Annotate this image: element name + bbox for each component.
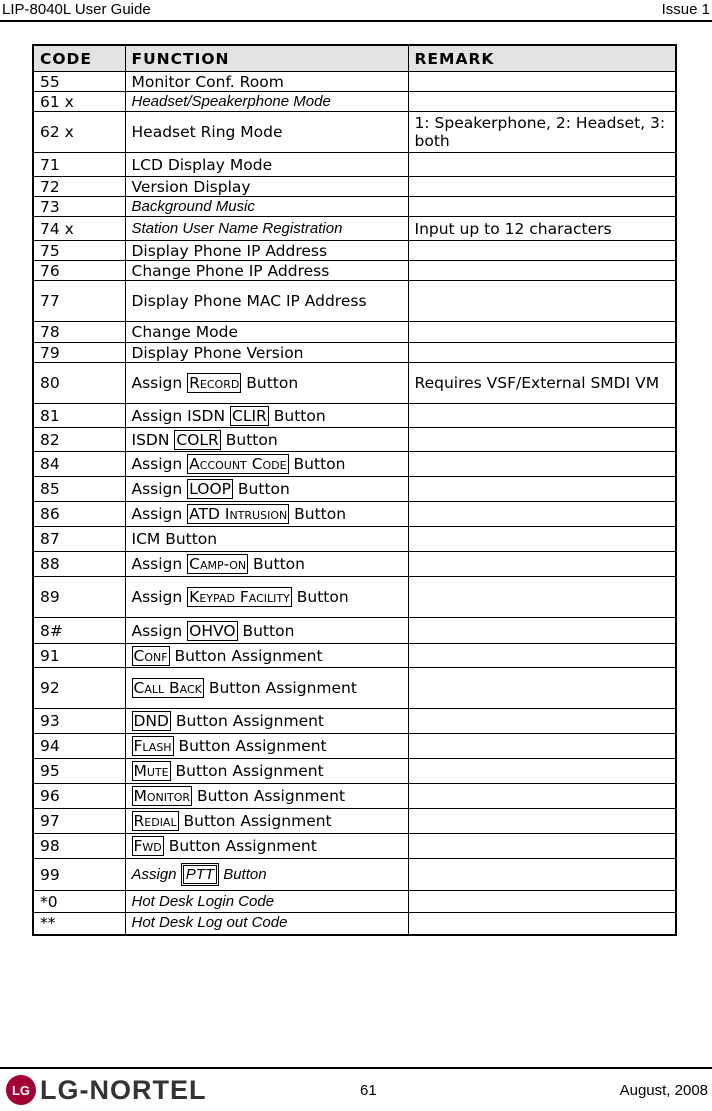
function-text: Assign	[131, 555, 188, 573]
table-row	[33, 428, 676, 452]
code-cell: 61 x	[33, 92, 125, 112]
code-cell: 94	[33, 734, 125, 759]
code-cell: 98	[33, 834, 125, 859]
table-row	[33, 644, 676, 668]
function-cell	[125, 618, 408, 644]
function-text: Display Phone MAC IP Address	[131, 292, 367, 310]
function-text: Hot Desk Login Code	[131, 892, 275, 910]
function-text: Assign	[131, 374, 188, 392]
code-cell: 62 x	[33, 112, 125, 153]
table-row	[33, 452, 676, 477]
function-cell	[125, 784, 408, 809]
function-text-suffix: Button	[233, 480, 290, 498]
function-cell	[125, 859, 408, 891]
remark-cell	[408, 343, 676, 363]
remark-cell	[408, 452, 676, 477]
code-cell: 85	[33, 477, 125, 502]
function-cell	[125, 281, 408, 322]
function-text: Assign ISDN	[131, 406, 231, 425]
function-text: Assign	[131, 865, 181, 883]
function-text: Display Phone Version	[131, 343, 304, 362]
table-row	[33, 197, 676, 217]
function-text: Assign	[131, 505, 188, 523]
key-label: Record	[189, 374, 240, 392]
key-label: LOOP	[189, 480, 231, 498]
code-cell: *0	[33, 891, 125, 913]
function-text-suffix: Button	[289, 505, 347, 523]
table-row	[33, 891, 676, 913]
remark-cell	[408, 153, 676, 177]
remark-cell	[408, 784, 676, 809]
function-text: LCD Display Mode	[131, 155, 273, 174]
table-row	[33, 618, 676, 644]
function-text-suffix: Button Assignment	[163, 837, 317, 855]
table-row	[33, 477, 676, 502]
function-text-suffix: Button	[291, 588, 349, 606]
key-label: CLIR	[232, 406, 267, 425]
function-text: ISDN	[131, 430, 175, 449]
code-cell: 76	[33, 261, 125, 281]
remark-cell	[408, 241, 676, 261]
key-label: DND	[133, 712, 169, 730]
function-cell	[125, 197, 408, 217]
code-cell: 72	[33, 177, 125, 197]
code-cell: 91	[33, 644, 125, 668]
table-row	[33, 177, 676, 197]
function-cell	[125, 177, 408, 197]
function-cell	[125, 502, 408, 527]
function-text-suffix: Button	[219, 865, 267, 883]
code-cell: 73	[33, 197, 125, 217]
function-text: Change Phone IP Address	[131, 261, 330, 280]
function-text-suffix: Button Assignment	[173, 737, 327, 755]
function-text-suffix: Button Assignment	[169, 646, 323, 665]
remark-cell	[408, 834, 676, 859]
code-cell: 82	[33, 428, 125, 452]
code-cell: 95	[33, 759, 125, 784]
code-cell: 75	[33, 241, 125, 261]
remark-cell: Requires VSF/External SMDI VM	[408, 363, 676, 404]
remark-cell	[408, 477, 676, 502]
remark-cell	[408, 281, 676, 322]
page-number: 61	[360, 1082, 377, 1099]
table-row	[33, 784, 676, 809]
function-cell	[125, 809, 408, 834]
code-cell: 89	[33, 577, 125, 618]
function-text-suffix: Button	[288, 455, 346, 473]
code-cell: 84	[33, 452, 125, 477]
function-text-suffix: Button Assignment	[170, 712, 325, 730]
code-cell: 87	[33, 527, 125, 552]
table-row	[33, 668, 676, 709]
function-text: Background Music	[131, 197, 255, 215]
code-cell: 79	[33, 343, 125, 363]
footer-date: August, 2008	[619, 1082, 708, 1099]
function-cell	[125, 913, 408, 935]
key-label: Camp-on	[189, 555, 247, 573]
table-row	[33, 153, 676, 177]
remark-cell	[408, 618, 676, 644]
function-cell	[125, 322, 408, 343]
function-text-suffix: Button	[220, 430, 278, 449]
remark-cell	[408, 197, 676, 217]
function-cell	[125, 261, 408, 281]
function-text: Assign	[131, 621, 188, 640]
key-label: Redial	[133, 812, 177, 830]
key-label: Conf	[133, 646, 168, 665]
remark-cell	[408, 759, 676, 784]
table-row	[33, 322, 676, 343]
code-cell: 92	[33, 668, 125, 709]
key-label: Mute	[133, 762, 169, 780]
table-row	[33, 217, 676, 241]
function-text-suffix: Button Assignment	[170, 762, 324, 780]
function-cell	[125, 552, 408, 577]
function-cell	[125, 891, 408, 913]
column-header-remark: REMARK	[408, 45, 676, 72]
code-cell: 88	[33, 552, 125, 577]
table-row	[33, 72, 676, 92]
key-label: PTT	[181, 863, 219, 886]
table-row	[33, 241, 676, 261]
table-row	[33, 834, 676, 859]
code-cell: 96	[33, 784, 125, 809]
function-text: Hot Desk Log out Code	[131, 914, 288, 932]
function-cell	[125, 217, 408, 241]
table-row	[33, 281, 676, 322]
remark-cell: Input up to 12 characters	[408, 217, 676, 241]
function-cell	[125, 452, 408, 477]
code-cell: 78	[33, 322, 125, 343]
function-cell	[125, 477, 408, 502]
code-cell: 99	[33, 859, 125, 891]
table-row	[33, 363, 676, 404]
function-text: Version Display	[131, 177, 251, 196]
remark-cell	[408, 913, 676, 935]
key-label: OHVO	[189, 621, 236, 640]
function-cell	[125, 709, 408, 734]
function-cell	[125, 668, 408, 709]
table-row	[33, 577, 676, 618]
code-cell: 77	[33, 281, 125, 322]
key-label: Flash	[133, 737, 172, 755]
function-cell	[125, 363, 408, 404]
table-row	[33, 809, 676, 834]
code-cell: 93	[33, 709, 125, 734]
function-cell	[125, 92, 408, 112]
function-cell	[125, 759, 408, 784]
table-row	[33, 502, 676, 527]
function-text-suffix: Button	[237, 621, 295, 640]
function-text-suffix: Button Assignment	[192, 787, 346, 805]
column-header-function: FUNCTION	[125, 45, 408, 72]
key-label: ATD Intrusion	[189, 505, 288, 523]
brand-name: LG-NORTEL	[40, 1074, 207, 1105]
code-cell: **	[33, 913, 125, 935]
code-cell: 8#	[33, 618, 125, 644]
function-cell	[125, 527, 408, 552]
function-text-suffix: Button	[248, 555, 305, 573]
remark-cell	[408, 668, 676, 709]
lg-nortel-logo	[6, 1075, 206, 1105]
remark-cell	[408, 502, 676, 527]
remark-cell	[408, 92, 676, 112]
function-cell	[125, 734, 408, 759]
remark-cell	[408, 428, 676, 452]
key-label: Monitor	[133, 787, 191, 805]
table-row	[33, 759, 676, 784]
code-cell: 97	[33, 809, 125, 834]
function-cell	[125, 577, 408, 618]
remark-cell	[408, 527, 676, 552]
table-row	[33, 734, 676, 759]
key-label: Keypad Facility	[189, 588, 290, 606]
function-text: Assign	[131, 455, 188, 473]
function-text-suffix: Button	[241, 374, 299, 392]
function-cell	[125, 112, 408, 153]
table-row	[33, 527, 676, 552]
key-label: Fwd	[133, 837, 162, 855]
remark-cell: 1: Speakerphone, 2: Headset, 3: both	[408, 112, 676, 153]
page-header	[0, 0, 712, 22]
function-cell	[125, 343, 408, 363]
column-header-code: CODE	[33, 45, 125, 72]
table-header-row	[33, 45, 676, 72]
table-row	[33, 859, 676, 891]
remark-cell	[408, 322, 676, 343]
feature-code-table	[32, 44, 677, 936]
table-row	[33, 343, 676, 363]
remark-cell	[408, 177, 676, 197]
table-row	[33, 709, 676, 734]
document-title: LIP-8040L User Guide	[2, 1, 151, 18]
remark-cell	[408, 261, 676, 281]
key-label: Call Back	[133, 679, 202, 697]
remark-cell	[408, 552, 676, 577]
function-cell	[125, 644, 408, 668]
remark-cell	[408, 404, 676, 428]
table-body	[33, 72, 676, 935]
code-cell: 71	[33, 153, 125, 177]
code-cell: 55	[33, 72, 125, 92]
remark-cell	[408, 644, 676, 668]
function-text: Monitor Conf. Room	[131, 72, 284, 91]
remark-cell	[408, 577, 676, 618]
remark-cell	[408, 72, 676, 92]
function-text: Headset Ring Mode	[131, 123, 283, 141]
table-row	[33, 261, 676, 281]
table-row	[33, 552, 676, 577]
code-cell: 86	[33, 502, 125, 527]
function-text: Headset/Speakerphone Mode	[131, 92, 331, 110]
function-text-suffix: Button	[268, 406, 326, 425]
code-cell: 80	[33, 363, 125, 404]
code-cell: 81	[33, 404, 125, 428]
table-row	[33, 112, 676, 153]
function-cell	[125, 241, 408, 261]
function-text: Station User Name Registration	[131, 219, 343, 237]
function-cell	[125, 153, 408, 177]
function-cell	[125, 428, 408, 452]
table-row	[33, 92, 676, 112]
function-text: Assign	[131, 480, 188, 498]
function-text-suffix: Button Assignment	[178, 812, 332, 830]
lg-circle-icon: LG	[6, 1075, 36, 1105]
remark-cell	[408, 734, 676, 759]
function-text: ICM Button	[131, 530, 218, 548]
function-text: Assign	[131, 588, 188, 606]
remark-cell	[408, 859, 676, 891]
function-text-suffix: Button Assignment	[203, 679, 357, 697]
issue-label: Issue 1	[661, 1, 710, 18]
function-text: Change Mode	[131, 323, 239, 341]
table-row	[33, 913, 676, 935]
function-text: Display Phone IP Address	[131, 241, 328, 260]
function-cell	[125, 834, 408, 859]
remark-cell	[408, 809, 676, 834]
function-cell	[125, 404, 408, 428]
remark-cell	[408, 709, 676, 734]
code-cell: 74 x	[33, 217, 125, 241]
remark-cell	[408, 891, 676, 913]
table-row	[33, 404, 676, 428]
key-label: COLR	[176, 430, 219, 449]
function-cell	[125, 72, 408, 92]
key-label: Account Code	[189, 455, 287, 473]
